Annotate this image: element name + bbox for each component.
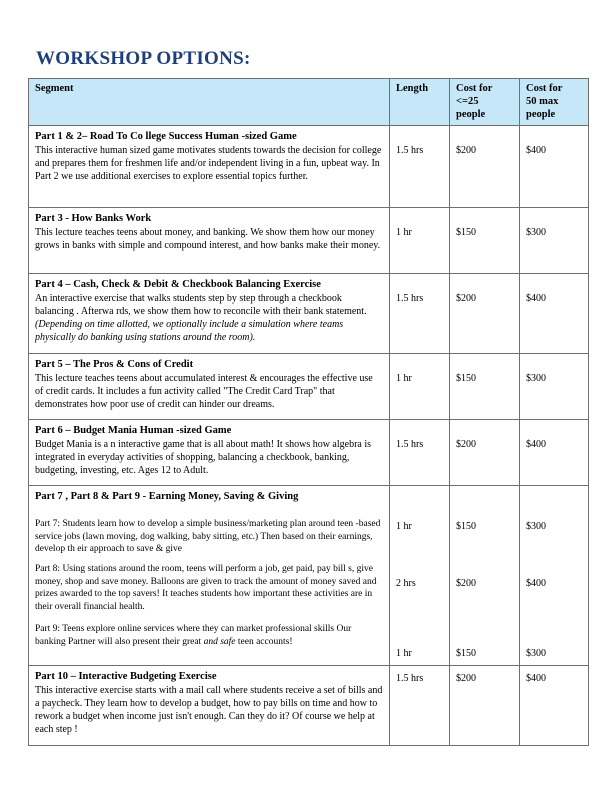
table-row xyxy=(29,274,589,354)
cost-50-cell: $300 xyxy=(520,208,589,274)
cost-25-cell xyxy=(450,486,520,666)
length-cell: 1.5 hrs xyxy=(390,666,450,746)
segment-description: This interactive human sized game motivates students towards the decision for college and prepares them for freshmen life and/or independent living in a fun, upbeat way. In Part 2 we use additional exercises to explore essential topics further. xyxy=(35,145,382,182)
length-cell: 1.5 hrs xyxy=(390,274,450,354)
header-cost-25 xyxy=(450,79,520,126)
segment-title: Part 4 – Cash, Check & Debit & Checkbook Balancing Exercise xyxy=(35,279,321,290)
cost-50-cell: $400 xyxy=(520,420,589,486)
table-header-row xyxy=(29,79,589,126)
segment-description-text: An interactive exercise that walks students step by step through a checkbook balancing . Afterwa rds, we show them how to reconcile with their bank statement. xyxy=(35,293,367,317)
segment-title: Part 5 – The Pros & Cons of Credit xyxy=(35,359,194,370)
header-cost-50-line2: 50 max xyxy=(526,96,559,107)
cost-50-cell: $400 xyxy=(520,666,589,746)
length-cell: 1.5 hrs xyxy=(390,126,450,208)
table-row xyxy=(29,666,589,746)
cost-25-cell: $200 xyxy=(450,274,520,354)
segment-title: Part 6 – Budget Mania Human -sized Game xyxy=(35,425,232,436)
cost-25-cell: $200 xyxy=(450,420,520,486)
cost-25-value: $150 xyxy=(456,648,476,659)
length-cell xyxy=(390,486,450,666)
segment-description-note: and safe xyxy=(203,636,236,647)
segment-description: This lecture teaches teens about money, and banking. We show them how our money grows in banks with simple and compound interest, and how banks make their money. xyxy=(35,227,381,251)
segment-cell xyxy=(29,354,390,420)
length-cell: 1 hr xyxy=(390,354,450,420)
segment-description xyxy=(35,292,383,344)
length-value: 1 hr xyxy=(396,648,412,659)
cost-50-cell: $400 xyxy=(520,126,589,208)
segment-cell xyxy=(29,666,390,746)
table-row xyxy=(29,126,589,208)
cost-50-value: $300 xyxy=(526,521,546,532)
segment-description-tail: teen accounts! xyxy=(237,636,293,647)
header-segment: Segment xyxy=(29,79,390,126)
table-row-group xyxy=(29,486,589,666)
segment-description: This interactive exercise starts with a mail call where students receive a set of bills and a paycheck. They learn how to develop a budget, how to pay bills on time and how to rework a budget when income just isn't enough. Can they do it? Of course we help at each step ! xyxy=(35,685,383,735)
header-cost-50-line1: Cost for xyxy=(526,83,563,94)
cost-25-value: $200 xyxy=(456,578,476,589)
table-row xyxy=(29,354,589,420)
segment-cell xyxy=(29,274,390,354)
segment-title: Part 3 - How Banks Work xyxy=(35,213,152,224)
segment-cell xyxy=(29,208,390,274)
segment-cell xyxy=(29,486,390,666)
segment-cell xyxy=(29,126,390,208)
header-length: Length xyxy=(390,79,450,126)
workshop-options-table xyxy=(28,78,589,746)
header-cost-25-line3: people xyxy=(456,109,486,120)
segment-description-note: (Depending on time allotted, we optionally include a simulation where teams physically do banking using stations around the room). xyxy=(35,319,344,343)
segment-title: Part 7 , Part 8 & Part 9 - Earning Money, Saving & Giving xyxy=(35,491,299,502)
header-cost-25-line2: <=25 xyxy=(456,96,479,107)
segment-description: Part 8: Using stations around the room, teens will perform a job, get paid, pay bill s, give money, shop and save money. Balloons are given to track the amount of money saved and prizes awarded to the top savers! It teaches students how important these activities are in their overall financial health. xyxy=(35,564,377,612)
length-value: 1 hr xyxy=(396,521,412,532)
segment-description: Budget Mania is a n interactive game that is all about math! It shows how algebra is integrated in everyday activities of shopping, balancing a checkbook, banking, budgeting, investing, etc. Ages 12 to Adult. xyxy=(35,439,372,476)
cost-25-cell: $200 xyxy=(450,126,520,208)
header-cost-50 xyxy=(520,79,589,126)
length-cell: 1.5 hrs xyxy=(390,420,450,486)
segment-description-text: Part 9: Teens explore online services where they can market professional skills Our banking Partner will also present their great xyxy=(35,624,352,647)
segment-cell xyxy=(29,420,390,486)
page-title: WORKSHOP OPTIONS: xyxy=(36,48,251,69)
segment-description: Part 7: Students learn how to develop a simple business/marketing plan around teen -based service jobs (lawn moving, dog walking, baby sitting, etc.) Then based on their earnings, develop th eir approach to save & give xyxy=(35,519,381,554)
cost-50-value: $400 xyxy=(526,578,546,589)
table-row xyxy=(29,420,589,486)
header-cost-25-line1: Cost for xyxy=(456,83,493,94)
cost-50-value: $300 xyxy=(526,648,546,659)
segment-title: Part 1 & 2– Road To Co llege Success Human -sized Game xyxy=(35,131,297,142)
segment-description xyxy=(35,623,383,661)
cost-25-cell: $150 xyxy=(450,354,520,420)
cost-25-cell: $200 xyxy=(450,666,520,746)
segment-title: Part 10 – Interactive Budgeting Exercise xyxy=(35,671,217,682)
length-value: 2 hrs xyxy=(396,578,416,589)
header-cost-50-line3: people xyxy=(526,109,556,120)
cost-50-cell: $300 xyxy=(520,354,589,420)
segment-description: This lecture teaches teens about accumulated interest & encourages the effective use of credit cards. It includes a fun activity called "The Credit Card Trap" that demonstrates how poor use of credit can hinder our dreams. xyxy=(35,373,373,410)
cost-25-cell: $150 xyxy=(450,208,520,274)
cost-50-cell: $400 xyxy=(520,274,589,354)
cost-25-value: $150 xyxy=(456,521,476,532)
cost-50-cell xyxy=(520,486,589,666)
length-cell: 1 hr xyxy=(390,208,450,274)
table-row xyxy=(29,208,589,274)
